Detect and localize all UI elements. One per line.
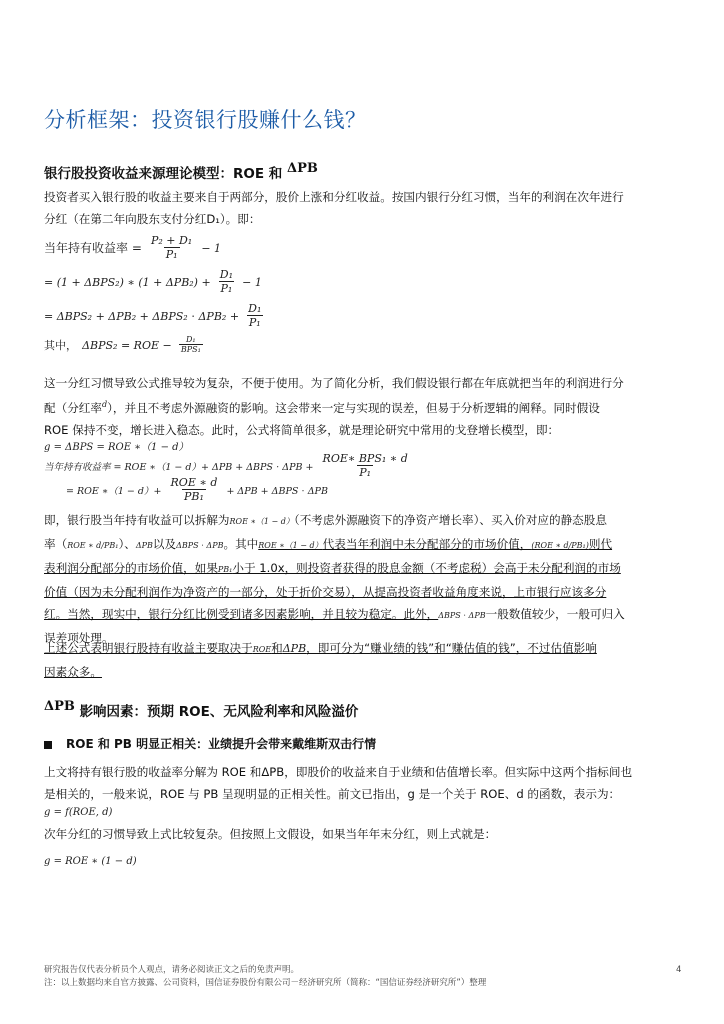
paragraph-4-line-2: 因素众多。 bbox=[44, 665, 102, 679]
section2-paragraph-1 bbox=[44, 761, 632, 805]
square-bullet-icon bbox=[44, 741, 52, 749]
p3-text-2f: 则代 bbox=[588, 537, 613, 551]
p3-text-5b: 一般数值较少，一般可归入 bbox=[485, 607, 625, 621]
bullet-heading bbox=[44, 735, 376, 752]
section2-heading-text: 影响因素：预期 ROE、无风险利率和风险溢价 bbox=[79, 704, 359, 720]
p3-text-3b: 小于 1.0x，则投资者获得的股息金额（不考虑税）会高于未分配利润的市场 bbox=[232, 561, 621, 575]
formula-1-denominator: P₁ bbox=[165, 248, 178, 261]
p3-math-2e: (ROE ∗ d/PB₁) bbox=[531, 541, 589, 550]
formula-7-numerator: ROE ∗ d bbox=[170, 476, 218, 489]
p3-text-2d: 。其中 bbox=[223, 537, 259, 551]
formula-4-label: 其中， bbox=[44, 339, 77, 352]
paragraph-3-line-4: 价值（因为未分配利润作为净资产的一部分，处于折价交易），从提高投资者收益角度来说，上市银行应该多分 bbox=[44, 585, 607, 599]
page-title: 分析框架：投资银行股赚什么钱？ bbox=[44, 108, 367, 132]
formula-6-head: 当年持有收益率 = ROE ∗（1 − d）+ ΔPB + ΔBPS ⋅ ΔPB + bbox=[44, 462, 314, 473]
p3-math-2c: ΔBPS ⋅ ΔPB bbox=[176, 541, 224, 550]
p4-text-1b: 和 bbox=[271, 641, 283, 655]
p3-math-5: ΔBPS ⋅ ΔPB bbox=[438, 611, 486, 620]
p3-text-2e: 代表当年利润中未分配部分的市场价值， bbox=[322, 537, 532, 551]
section2-heading bbox=[44, 700, 358, 720]
formula-7-head: = ROE ∗（1 − d）+ bbox=[66, 486, 162, 497]
formula-2-numerator: D₁ bbox=[219, 268, 234, 281]
formula-2-head: = (1 + ΔBPS₂) ∗ (1 + ΔPB₂) + bbox=[44, 276, 211, 289]
paragraph-4 bbox=[44, 637, 597, 683]
formula-6-denominator: P₁ bbox=[359, 466, 372, 479]
delta-pb-symbol-2: ΔPB bbox=[44, 699, 75, 714]
formula-6-numerator: ROE∗ BPS₁ ∗ d bbox=[322, 452, 408, 465]
p4-math-roe: ROE bbox=[252, 645, 272, 654]
footer-disclaimer: 研究报告仅代表分析员个人观点，请务必阅读正文之后的免责声明。 bbox=[44, 965, 300, 975]
paragraph-2 bbox=[44, 372, 624, 441]
footnote-mark-d: d bbox=[101, 400, 108, 409]
formula-3-numerator: D₁ bbox=[248, 302, 262, 315]
paragraph-2-line-2a: 配（分红率 bbox=[44, 400, 102, 415]
p4-text-1c: ，即可分为“赚业绩的钱”和“赚估值的钱”，不过估值影响 bbox=[306, 641, 597, 655]
p3-text-5a: 红。当然，现实中，银行分红比例受到诸多因素影响，并且较为稳定。此外， bbox=[44, 607, 439, 621]
formula-3 bbox=[44, 302, 265, 329]
p3-text-2a: 率（ bbox=[44, 537, 68, 551]
paragraph-1-line-2: 分红（在第二年向股东支付分红D₁）。即： bbox=[44, 212, 261, 226]
p4-text-1a: 上述公式表明银行股持有收益主要取决于 bbox=[44, 641, 253, 655]
formula-7 bbox=[66, 476, 328, 503]
paragraph-3-line-2 bbox=[44, 533, 694, 557]
p3-math-3: PB₁ bbox=[217, 565, 233, 574]
section2-paragraph-1-line-1: 上文将持有银行股的收益率分解为 ROE 和ΔPB，即股价的收益来自于业绩和估值增长率。但实际中这两个指标间也 bbox=[44, 765, 633, 779]
formula-3-head: = ΔBPS₂ + ΔPB₂ + ΔBPS₂ ⋅ ΔPB₂ + bbox=[44, 310, 240, 323]
formula-2 bbox=[44, 268, 262, 295]
paragraph-4-line-1 bbox=[44, 637, 597, 661]
paragraph-1-line-1: 投资者买入银行股的收益主要来自于两部分，股价上涨和分红收益。按国内银行分红习惯，当年的利润在次年进行 bbox=[44, 190, 624, 204]
footer bbox=[44, 964, 486, 990]
paragraph-3-line-5 bbox=[44, 603, 694, 627]
formula-2-denominator: P₁ bbox=[220, 282, 233, 295]
bullet-heading-text: ROE 和 PB 明显正相关：业绩提升会带来戴维斯双击行情 bbox=[66, 737, 377, 751]
p3-math-2d: ROE ∗（1 − d） bbox=[258, 541, 323, 550]
footer-source-note: 注：以上数据均来自官方披露、公司资料，国信证券股份有限公司－经济研究所（简称：“国信证券经济研究所”）整理 bbox=[44, 978, 487, 988]
formula-2-tail: − 1 bbox=[242, 276, 262, 289]
p3-text-2c: 以及 bbox=[152, 537, 177, 551]
paragraph-2-line-3: ROE 保持不变，增长进入稳态。此时，公式将简单很多，就是理论研究中常用的戈登增长模型，即： bbox=[44, 422, 560, 437]
formula-4 bbox=[44, 334, 205, 354]
formula-7-denominator: PB₁ bbox=[183, 490, 204, 503]
paragraph-2-line-2 bbox=[44, 394, 624, 419]
formula-4-numerator: D₁ bbox=[185, 335, 196, 344]
paragraph-3-line-3 bbox=[44, 557, 694, 581]
paragraph-3 bbox=[44, 509, 694, 649]
p3-text-1b: （不考虑外源融资下的净资产增长率）、买入价对应的静态股息 bbox=[293, 513, 607, 527]
p3-math-2a: ROE ∗ d/PB₁ bbox=[67, 541, 119, 550]
p3-math-2b: ΔPB bbox=[135, 541, 153, 550]
formula-4-denominator: BPS₁ bbox=[180, 345, 201, 354]
formula-5: g = ΔBPS = ROE ∗（1 − d） bbox=[44, 442, 189, 453]
paragraph-3-line-6: 误差项处理。 bbox=[44, 631, 114, 645]
p3-text-2b: ）、 bbox=[118, 537, 136, 551]
paragraph-2-line-2b: ），并且不考虑外源融资的影响。这会带来一定与实现的误差，但易于分析逻辑的阐释。同时假设 bbox=[107, 400, 600, 415]
paragraph-2-line-1: 这一分红习惯导致公式推导较为复杂，不便于使用。为了简化分析，我们假设银行都在年底就把当年的利润进行分 bbox=[44, 376, 624, 390]
formula-6 bbox=[44, 452, 412, 479]
delta-pb-symbol: ΔPB bbox=[287, 161, 318, 176]
formula-8: g = f(ROE, d) bbox=[44, 807, 113, 818]
paragraph-3-line-1 bbox=[44, 509, 694, 533]
p4-math-dpb: ΔPB bbox=[282, 642, 307, 655]
p3-math-1: ROE ∗（1 − d） bbox=[229, 517, 294, 526]
formula-1-label: 当年持有收益率 = bbox=[44, 241, 142, 255]
section2-paragraph-1-line-2: 是相关的，一般来说，ROE 与 PB 呈现明显的正相关性。前文已指出，g 是一个关于 ROE、d 的函数，表示为： bbox=[44, 787, 621, 801]
formula-1-tail: − 1 bbox=[201, 242, 222, 255]
section2-paragraph-2: 次年分红的习惯导致上式比较复杂。但按照上文假设，如果当年年末分红，则上式就是： bbox=[44, 827, 497, 841]
formula-1-numerator: P₂ + D₁ bbox=[150, 234, 193, 247]
formula-9: g = ROE ∗ (1 − d) bbox=[44, 856, 137, 867]
section1-heading-text: 银行股投资收益来源理论模型：ROE 和 bbox=[44, 166, 283, 182]
section1-heading bbox=[44, 162, 318, 182]
formula-1 bbox=[44, 234, 221, 261]
formula-3-denominator: P₁ bbox=[248, 316, 261, 329]
formula-7-tail: + ΔPB + ΔBPS ⋅ ΔPB bbox=[226, 486, 328, 497]
page-number: 4 bbox=[676, 965, 682, 975]
paragraph-1 bbox=[44, 186, 624, 230]
p3-text-1a: 即，银行股当年持有收益可以拆解为 bbox=[44, 513, 230, 527]
formula-4-head: ΔBPS₂ = ROE − bbox=[82, 339, 172, 352]
p3-text-3a: 表利润分配部分的市场价值，如果 bbox=[44, 561, 218, 575]
